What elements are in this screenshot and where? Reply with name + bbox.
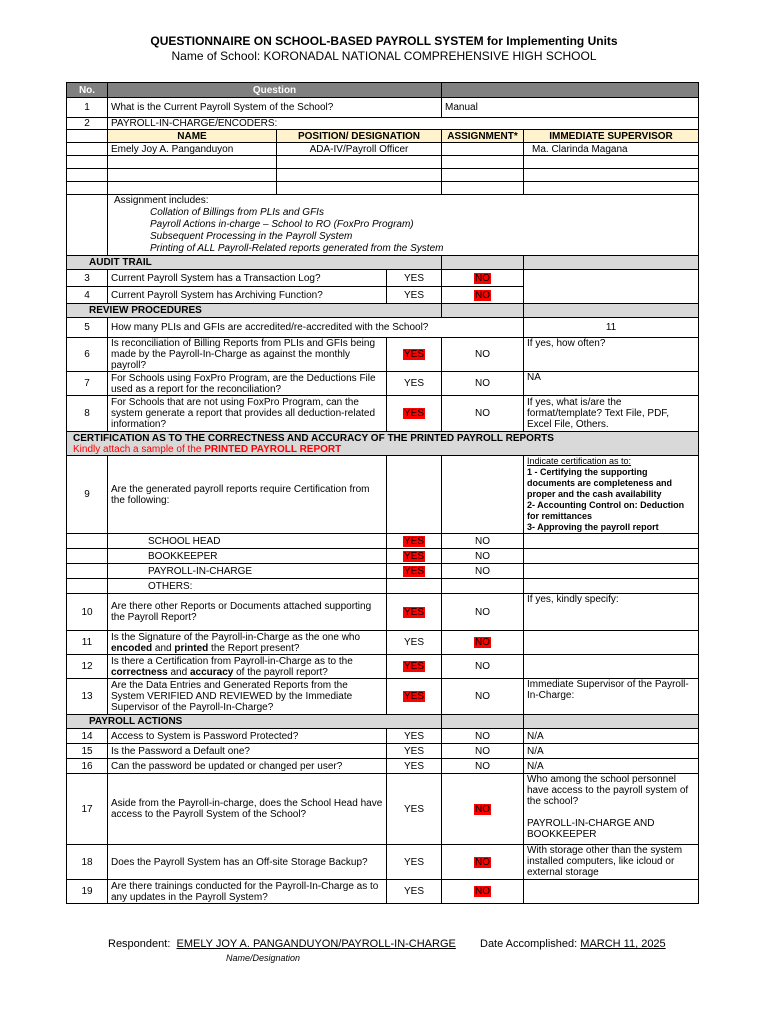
certification-heading xyxy=(67,432,699,456)
q5-no: 5 xyxy=(67,318,108,338)
signatory-row xyxy=(67,564,699,579)
staff-blank-row xyxy=(67,156,699,169)
header-blank xyxy=(442,83,699,98)
signatory-payroll-in-charge: PAYROLL-IN-CHARGE xyxy=(108,564,387,579)
school-line xyxy=(0,49,768,63)
section-audit-trail xyxy=(67,256,699,270)
staff-blank-row xyxy=(67,182,699,195)
q11-yes: YES xyxy=(387,631,442,655)
q6-no-answer: NO xyxy=(442,338,524,372)
assignment-item: Subsequent Processing in the Payroll System xyxy=(150,231,353,242)
staff-blank-row xyxy=(67,169,699,182)
certification-note-bold: PRINTED PAYROLL REPORT xyxy=(204,443,342,455)
q4-no-answer: NO xyxy=(475,289,490,301)
section-audit-label: AUDIT TRAIL xyxy=(67,256,442,270)
q19-yes: YES xyxy=(387,880,442,904)
q10-row xyxy=(67,594,699,631)
q10-yes-answer: YES xyxy=(403,606,424,618)
q8-yes-answer: YES xyxy=(403,408,424,419)
q18-row xyxy=(67,845,699,880)
q1-no: 1 xyxy=(67,98,108,118)
q17-yes: YES xyxy=(387,774,442,845)
q12-row xyxy=(67,655,699,679)
staff-header-position: POSITION/ DESIGNATION xyxy=(277,130,442,143)
q8-remark: If yes, what is/are the format/template? Text File, PDF, Excel File, Others. xyxy=(524,396,699,432)
q13-row xyxy=(67,679,699,715)
q18-no: 18 xyxy=(67,845,108,880)
school-head-yes: YES xyxy=(403,535,424,547)
q8-no-answer: NO xyxy=(442,396,524,432)
bookkeeper-yes: YES xyxy=(403,550,424,562)
q6-remark: If yes, how often? xyxy=(524,338,699,372)
q2-no: 2 xyxy=(67,118,108,130)
q9-no: 9 xyxy=(67,456,108,534)
q3-no: 3 xyxy=(67,270,108,287)
q6-text: Is reconciliation of Billing Reports from PLIs and GFIs being made by the Payroll-In-Charge as against the monthly payroll? xyxy=(108,338,387,372)
signatory-row xyxy=(67,534,699,549)
q11-row xyxy=(67,631,699,655)
q9-remark xyxy=(524,456,699,534)
school-name: KORONADAL NATIONAL COMPREHENSIVE HIGH SCHOOL xyxy=(263,49,597,63)
q19-no: 19 xyxy=(67,880,108,904)
q16-yes: YES xyxy=(387,759,442,774)
q9-remark-1: 1 - Certifying the supporting documents are completeness and proper and the cash availability xyxy=(527,467,673,499)
q11-no: 11 xyxy=(67,631,108,655)
assignment-item: Printing of ALL Payroll-Related reports generated from the System xyxy=(150,243,444,254)
q9-text: Are the generated payroll reports require Certification from the following: xyxy=(108,456,387,534)
q15-text: Is the Password a Default one? xyxy=(108,744,387,759)
q15-yes: YES xyxy=(387,744,442,759)
header-question: Question xyxy=(108,83,442,98)
q9-remark-2: 2- Accounting Control on: Deduction for remittances xyxy=(527,500,685,521)
q7-text: For Schools using FoxPro Program, are the Deductions File used as a report for the reconciliation? xyxy=(108,372,387,396)
signatory-bookkeeper: BOOKKEEPER xyxy=(108,549,387,564)
q14-no: 14 xyxy=(67,729,108,744)
q7-remark: NA xyxy=(524,372,699,396)
q13-remark: Immediate Supervisor of the Payroll-In-Charge: xyxy=(524,679,699,715)
q17-text: Aside from the Payroll-in-charge, does the School Head have access to the Payroll System of the School? xyxy=(108,774,387,845)
certification-note: Kindly attach a sample of the xyxy=(73,443,202,455)
header-no: No. xyxy=(67,83,108,98)
q1-answer: Manual xyxy=(442,98,699,118)
school-head-no: NO xyxy=(442,534,524,549)
respondent-name: EMELY JOY A. PANGANDUYON/PAYROLL-IN-CHARGE xyxy=(176,938,456,950)
q19-row xyxy=(67,880,699,904)
q12-no: 12 xyxy=(67,655,108,679)
q10-no: 10 xyxy=(67,594,108,631)
q14-no-answer: NO xyxy=(442,729,524,744)
header-row xyxy=(67,83,699,98)
certification-title: CERTIFICATION AS TO THE CORRECTNESS AND ACCURACY OF THE PRINTED PAYROLL REPORTS xyxy=(73,432,554,444)
q13-no-answer: NO xyxy=(442,679,524,715)
questionnaire-table xyxy=(66,82,699,904)
q11-text: Is the Signature of the Payroll-in-Charge as the one who encoded and printed the Report present? xyxy=(108,631,387,655)
q7-yes: YES xyxy=(387,372,442,396)
signatory-row xyxy=(67,549,699,564)
q8-no: 8 xyxy=(67,396,108,432)
section-review-label: REVIEW PROCEDURES xyxy=(67,304,442,318)
staff-supervisor: Ma. Clarinda Magana xyxy=(524,143,699,156)
q19-text: Are there trainings conducted for the Payroll-In-Charge as to any updates in the Payroll System? xyxy=(108,880,387,904)
q14-row xyxy=(67,729,699,744)
assignment-cell xyxy=(108,195,699,256)
q2-text: PAYROLL-IN-CHARGE/ENCODERS: xyxy=(108,118,699,130)
q8-text: For Schools that are not using FoxPro Program, can the system generate a report that provides all deduction-related information? xyxy=(108,396,387,432)
q16-text: Can the password be updated or changed per user? xyxy=(108,759,387,774)
q17-no: 17 xyxy=(67,774,108,845)
q7-row xyxy=(67,372,699,396)
respondent-label: Respondent: xyxy=(108,938,171,950)
q15-no: 15 xyxy=(67,744,108,759)
q10-text: Are there other Reports or Documents attached supporting the Payroll Report? xyxy=(108,594,387,631)
signatory-others: OTHERS: xyxy=(108,579,387,594)
q18-text: Does the Payroll System has an Off-site Storage Backup? xyxy=(108,845,387,880)
q9-remark-3: 3- Approving the payroll report xyxy=(527,522,659,532)
school-label: Name of School: xyxy=(171,49,261,63)
q15-no-answer: NO xyxy=(442,744,524,759)
q15-remark: N/A xyxy=(524,744,699,759)
q16-row xyxy=(67,759,699,774)
signatory-school-head: SCHOOL HEAD xyxy=(108,534,387,549)
payroll-in-charge-no: NO xyxy=(442,564,524,579)
q15-row xyxy=(67,744,699,759)
q13-yes-answer: YES xyxy=(403,691,424,702)
q17-remark-answer: PAYROLL-IN-CHARGE AND BOOKKEEPER xyxy=(527,818,655,840)
q18-yes: YES xyxy=(387,845,442,880)
q1-row xyxy=(67,98,699,118)
staff-position: ADA-IV/Payroll Officer xyxy=(277,143,442,156)
q3-text: Current Payroll System has a Transaction Log? xyxy=(108,270,387,287)
q4-no: 4 xyxy=(67,287,108,304)
respondent-line xyxy=(108,938,456,950)
q4-yes: YES xyxy=(387,287,442,304)
assignment-item: Collation of Billings from PLIs and GFIs xyxy=(150,207,324,218)
date-accomplished: MARCH 11, 2025 xyxy=(580,938,666,950)
q14-text: Access to System is Password Protected? xyxy=(108,729,387,744)
q16-no-answer: NO xyxy=(442,759,524,774)
q6-row xyxy=(67,338,699,372)
q10-remark: If yes, kindly specify: xyxy=(524,594,699,631)
assignment-item: Payroll Actions in-charge – School to RO (FoxPro Program) xyxy=(150,219,414,230)
section-review xyxy=(67,304,699,318)
section-payroll-actions xyxy=(67,715,699,729)
q8-row xyxy=(67,396,699,432)
q18-no-answer: NO xyxy=(475,856,490,868)
assignment-label: Assignment includes: xyxy=(114,195,209,206)
q6-yes-answer: YES xyxy=(403,349,424,360)
q9-remark-title: Indicate certification as to: xyxy=(527,456,632,466)
q1-text: What is the Current Payroll System of the School? xyxy=(108,98,442,118)
q11-no-answer: NO xyxy=(475,637,490,648)
name-designation-label: Name/Designation xyxy=(226,953,301,963)
q18-remark: With storage other than the system installed computers, like icloud or external storage xyxy=(524,845,699,880)
certification-heading-row xyxy=(67,432,699,456)
date-line xyxy=(480,938,666,950)
q2-row xyxy=(67,118,699,130)
q12-yes-answer: YES xyxy=(403,661,424,672)
staff-assignment xyxy=(442,143,524,156)
q12-no-answer: NO xyxy=(442,655,524,679)
q16-remark: N/A xyxy=(524,759,699,774)
q7-no: 7 xyxy=(67,372,108,396)
date-label: Date Accomplished: xyxy=(480,938,578,950)
staff-header-assignment: ASSIGNMENT* xyxy=(442,130,524,143)
q16-no: 16 xyxy=(67,759,108,774)
bookkeeper-no: NO xyxy=(442,549,524,564)
staff-row xyxy=(67,143,699,156)
q19-no-answer: NO xyxy=(475,886,490,897)
payroll-in-charge-yes: YES xyxy=(403,565,424,577)
q17-remark: Who among the school personnel have access to the payroll system of the school? PAYROLL-IN-CHARGE AND BOOKKEEPER xyxy=(524,774,699,845)
q13-no: 13 xyxy=(67,679,108,715)
q3-row xyxy=(67,270,699,287)
q17-row xyxy=(67,774,699,845)
q9-row xyxy=(67,456,699,534)
q5-text: How many PLIs and GFIs are accredited/re-accredited with the School? xyxy=(108,318,524,338)
q12-text: Is there a Certification from Payroll-in-Charge as to the correctness and accuracy of the payroll report? xyxy=(108,655,387,679)
staff-name: Emely Joy A. Panganduyon xyxy=(108,143,277,156)
q10-no-answer: NO xyxy=(442,594,524,631)
form-title: QUESTIONNAIRE ON SCHOOL-BASED PAYROLL SYSTEM for Implementing Units xyxy=(150,34,618,48)
q7-no-answer: NO xyxy=(442,372,524,396)
q17-no-answer: NO xyxy=(475,803,490,815)
q14-remark: N/A xyxy=(524,729,699,744)
q3-yes: YES xyxy=(387,270,442,287)
assignment-row xyxy=(67,195,699,256)
q5-answer: 11 xyxy=(524,318,699,338)
q13-text: Are the Data Entries and Generated Reports from the System VERIFIED AND REVIEWED by the Immediate Supervisor of the Payroll-In-Charge? xyxy=(108,679,387,715)
q5-row xyxy=(67,318,699,338)
q4-text: Current Payroll System has Archiving Function? xyxy=(108,287,387,304)
q14-yes: YES xyxy=(387,729,442,744)
q6-no: 6 xyxy=(67,338,108,372)
q3-no-answer: NO xyxy=(475,272,490,284)
staff-header-supervisor: IMMEDIATE SUPERVISOR xyxy=(524,130,699,143)
staff-header-row xyxy=(67,130,699,143)
staff-header-name: NAME xyxy=(108,130,277,143)
signatory-row xyxy=(67,579,699,594)
section-actions-label: PAYROLL ACTIONS xyxy=(67,715,442,729)
